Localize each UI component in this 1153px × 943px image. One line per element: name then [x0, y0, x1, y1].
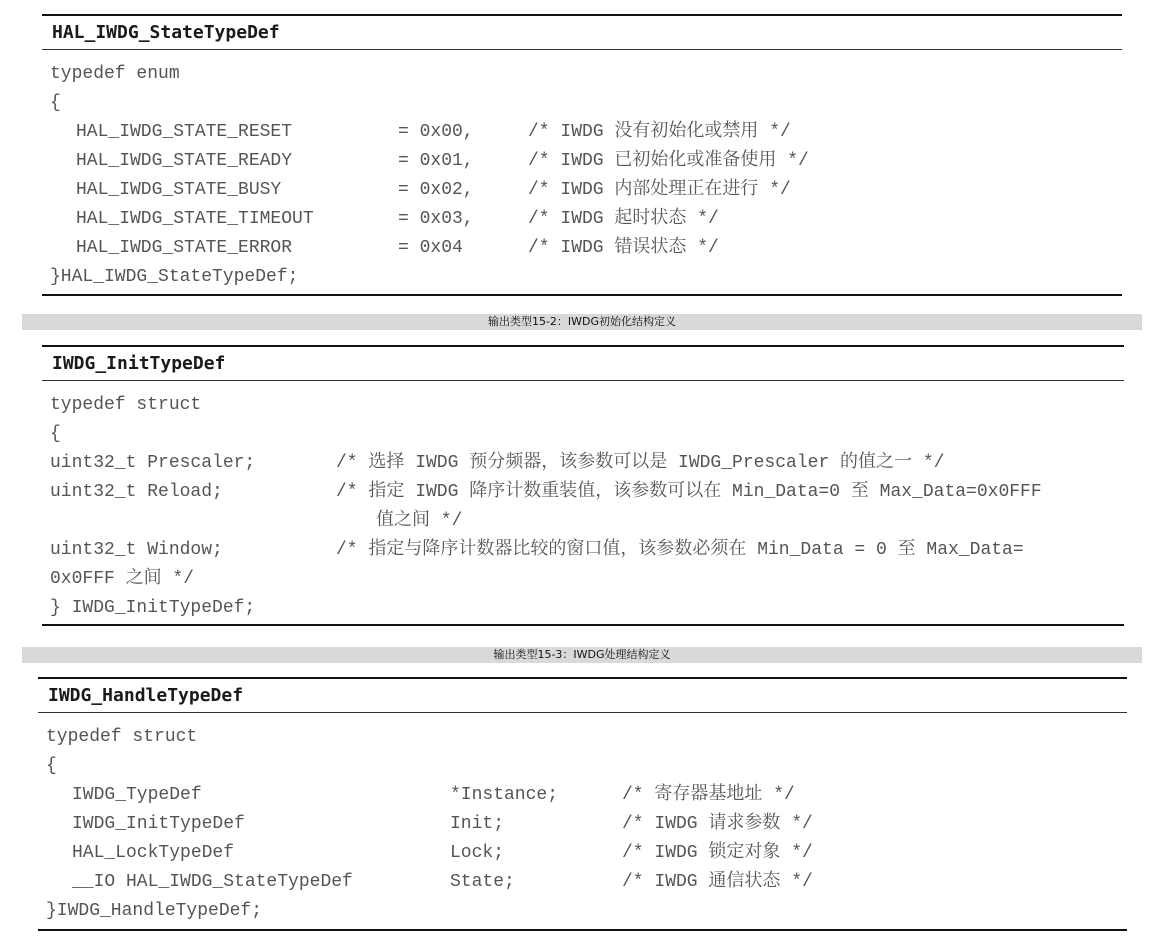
code-line-typedef: typedef struct [46, 727, 198, 747]
struct-member-comment: /* 指定与降序计数器比较的窗口值，该参数必须在 Min_Data = 0 至 Max_Data= [336, 540, 1024, 560]
struct-member-name: State; [450, 872, 515, 892]
enum-value: = 0x03, [398, 209, 474, 229]
code-line-brace-open: { [46, 756, 57, 776]
code-line-brace-open: { [50, 424, 61, 444]
struct-member-decl: uint32_t Window; [50, 540, 223, 560]
code-line-close: }HAL_IWDG_StateTypeDef; [50, 267, 299, 287]
struct-member-comment-continuation: 值之间 */ [376, 511, 463, 531]
code-block-init-typedef [42, 345, 1124, 626]
enum-name: HAL_IWDG_STATE_ERROR [76, 238, 293, 258]
struct-member-type: HAL_LockTypeDef [72, 843, 235, 863]
struct-member-comment: /* 指定 IWDG 降序计数重装值，该参数可以在 Min_Data=0 至 Max_Data=0x0FFF [336, 482, 1042, 502]
struct-member-comment-continuation: 0x0FFF 之间 */ [50, 569, 195, 589]
enum-value: = 0x04 [398, 238, 463, 258]
struct-member-type: __IO HAL_IWDG_StateTypeDef [72, 872, 353, 892]
code-block-handle-typedef [38, 677, 1127, 931]
enum-comment: /* IWDG 错误状态 */ [528, 238, 719, 258]
enum-value: = 0x00, [398, 122, 474, 142]
struct-member-name: Init; [450, 814, 505, 834]
struct-member-decl: uint32_t Prescaler; [50, 453, 256, 473]
enum-value: = 0x02, [398, 180, 474, 200]
block-title: HAL_IWDG_StateTypeDef [42, 16, 1122, 50]
struct-member-comment: /* 寄存器基地址 */ [622, 785, 795, 805]
struct-member-comment: /* IWDG 锁定对象 */ [622, 843, 813, 863]
struct-member-type: IWDG_InitTypeDef [72, 814, 245, 834]
struct-member-comment: /* 选择 IWDG 预分频器，该参数可以是 IWDG_Prescaler 的值之一 */ [336, 453, 945, 473]
enum-name: HAL_IWDG_STATE_RESET [76, 122, 293, 142]
block-title: IWDG_HandleTypeDef [38, 679, 1127, 713]
enum-value: = 0x01, [398, 151, 474, 171]
caption-output-type-15-2: 输出类型15-2：IWDG初始化结构定义 [22, 314, 1142, 330]
struct-member-name: *Instance; [450, 785, 559, 805]
code-line-typedef: typedef struct [50, 395, 202, 415]
enum-comment: /* IWDG 没有初始化或禁用 */ [528, 122, 791, 142]
enum-name: HAL_IWDG_STATE_TIMEOUT [76, 209, 314, 229]
code-line-close: } IWDG_InitTypeDef; [50, 598, 256, 618]
code-line-typedef: typedef enum [50, 64, 180, 84]
code-line-close: }IWDG_HandleTypeDef; [46, 901, 263, 921]
struct-member-decl: uint32_t Reload; [50, 482, 223, 502]
code-block-state-typedef [42, 14, 1122, 296]
struct-member-comment: /* IWDG 通信状态 */ [622, 872, 813, 892]
code-line-brace-open: { [50, 93, 61, 113]
enum-comment: /* IWDG 起时状态 */ [528, 209, 719, 229]
block-title: IWDG_InitTypeDef [42, 347, 1124, 381]
enum-comment: /* IWDG 内部处理正在进行 */ [528, 180, 791, 200]
enum-name: HAL_IWDG_STATE_BUSY [76, 180, 282, 200]
struct-member-type: IWDG_TypeDef [72, 785, 202, 805]
struct-member-name: Lock; [450, 843, 505, 863]
struct-member-comment: /* IWDG 请求参数 */ [622, 814, 813, 834]
caption-output-type-15-3: 输出类型15-3：IWDG处理结构定义 [22, 647, 1142, 663]
enum-name: HAL_IWDG_STATE_READY [76, 151, 293, 171]
enum-comment: /* IWDG 已初始化或准备使用 */ [528, 151, 809, 171]
